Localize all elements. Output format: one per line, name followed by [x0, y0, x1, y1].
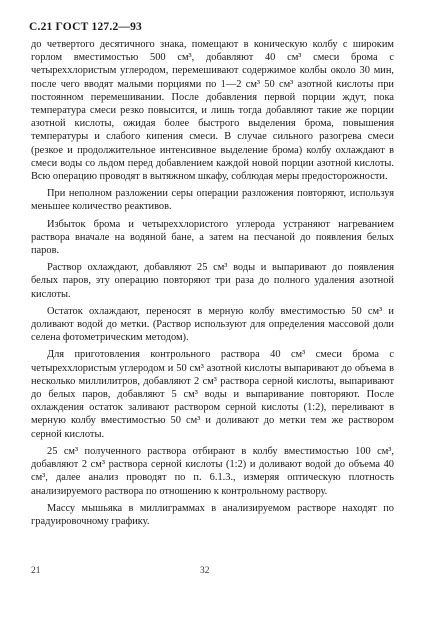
- paragraph: Раствор охлаждают, добавляют 25 см³ воды и выпаривают до появления белых паров, эту операцию повторяют три раза до полного удаления азотной кислоты.: [31, 262, 394, 300]
- paragraph: до четвертого десятичного знака, помещают в коническую колбу с широким горлом вместимостью 500 см³, добавляют 40 см³ смеси брома с четыреххлористым углеродом, перемешивают содержимое колбы около 30 мин, после чего вводят малыми порциями по 1—2 см³ 50 см³ азотной кислоты при постоянном перемешивании. После добавления первой порции ждут, пока температура смеси резко повысится, и лишь тогда добавляют такие же порции азотной кислоты, ожидая более быстрого выделения брома, повышения температуры и слабого кипения смеси. В случае сильного разогрева смеси (резкое и продолжительное интенсивное выделение брома) колбу охлаждают в смеси воды со льдом перед добавлением каждой новой порции азотной кислоты. Всю операцию проводят в вытяжном шкафу, соблюдая меры предосторожности.: [31, 39, 394, 183]
- paragraph: 25 см³ полученного раствора отбирают в колбу вместимостью 100 см³, добавляют 2 см³ раствора серной кислоты (1:2) и доливают водой до объема 40 см³, далее анализ проводят по п. 6.1.3., измеряя оптическую плотность анализируемого раствора по отношению к контрольному раствору.: [31, 445, 394, 497]
- paragraph: Для приготовления контрольного раствора 40 см³ смеси брома с четыреххлористым углеродом и 50 см³ азотной кислоты выпаривают до объема в несколько миллилитров, добавляют 2 см³ раствора серной кислоты, выпаривают до белых паров, добавляют 5 см³ воды и выпаривание повторяют. После охлаждения остаток заливают раствором серной кислоты (1:2), переливают в мерную колбу вместимостью 50 см³ и доливают до метки тем же раствором серной кислоты.: [31, 349, 394, 440]
- paragraph: При неполном разложении серы операции разложения повторяют, используя меньшее количество реактивов.: [31, 188, 394, 213]
- page-number-center: 32: [200, 566, 210, 576]
- paragraph: Избыток брома и четыреххлористого углерода устраняют нагреванием раствора вначале на водяной бане, а затем на песчаной до появления белых паров.: [31, 218, 394, 257]
- page-header: С.21 ГОСТ 127.2—93: [29, 21, 142, 33]
- paragraph: Массу мышьяка в миллиграммах в анализируемом растворе находят по градуировочному графику.: [31, 502, 394, 527]
- paragraph: Остаток охлаждают, переносят в мерную колбу вместимостью 50 см³ и доливают водой до метки. (Раствор используют для определения массовой доли селена фотометрическим методом).: [31, 305, 394, 344]
- document-body: [31, 38, 394, 532]
- page-number-left: 21: [31, 566, 41, 576]
